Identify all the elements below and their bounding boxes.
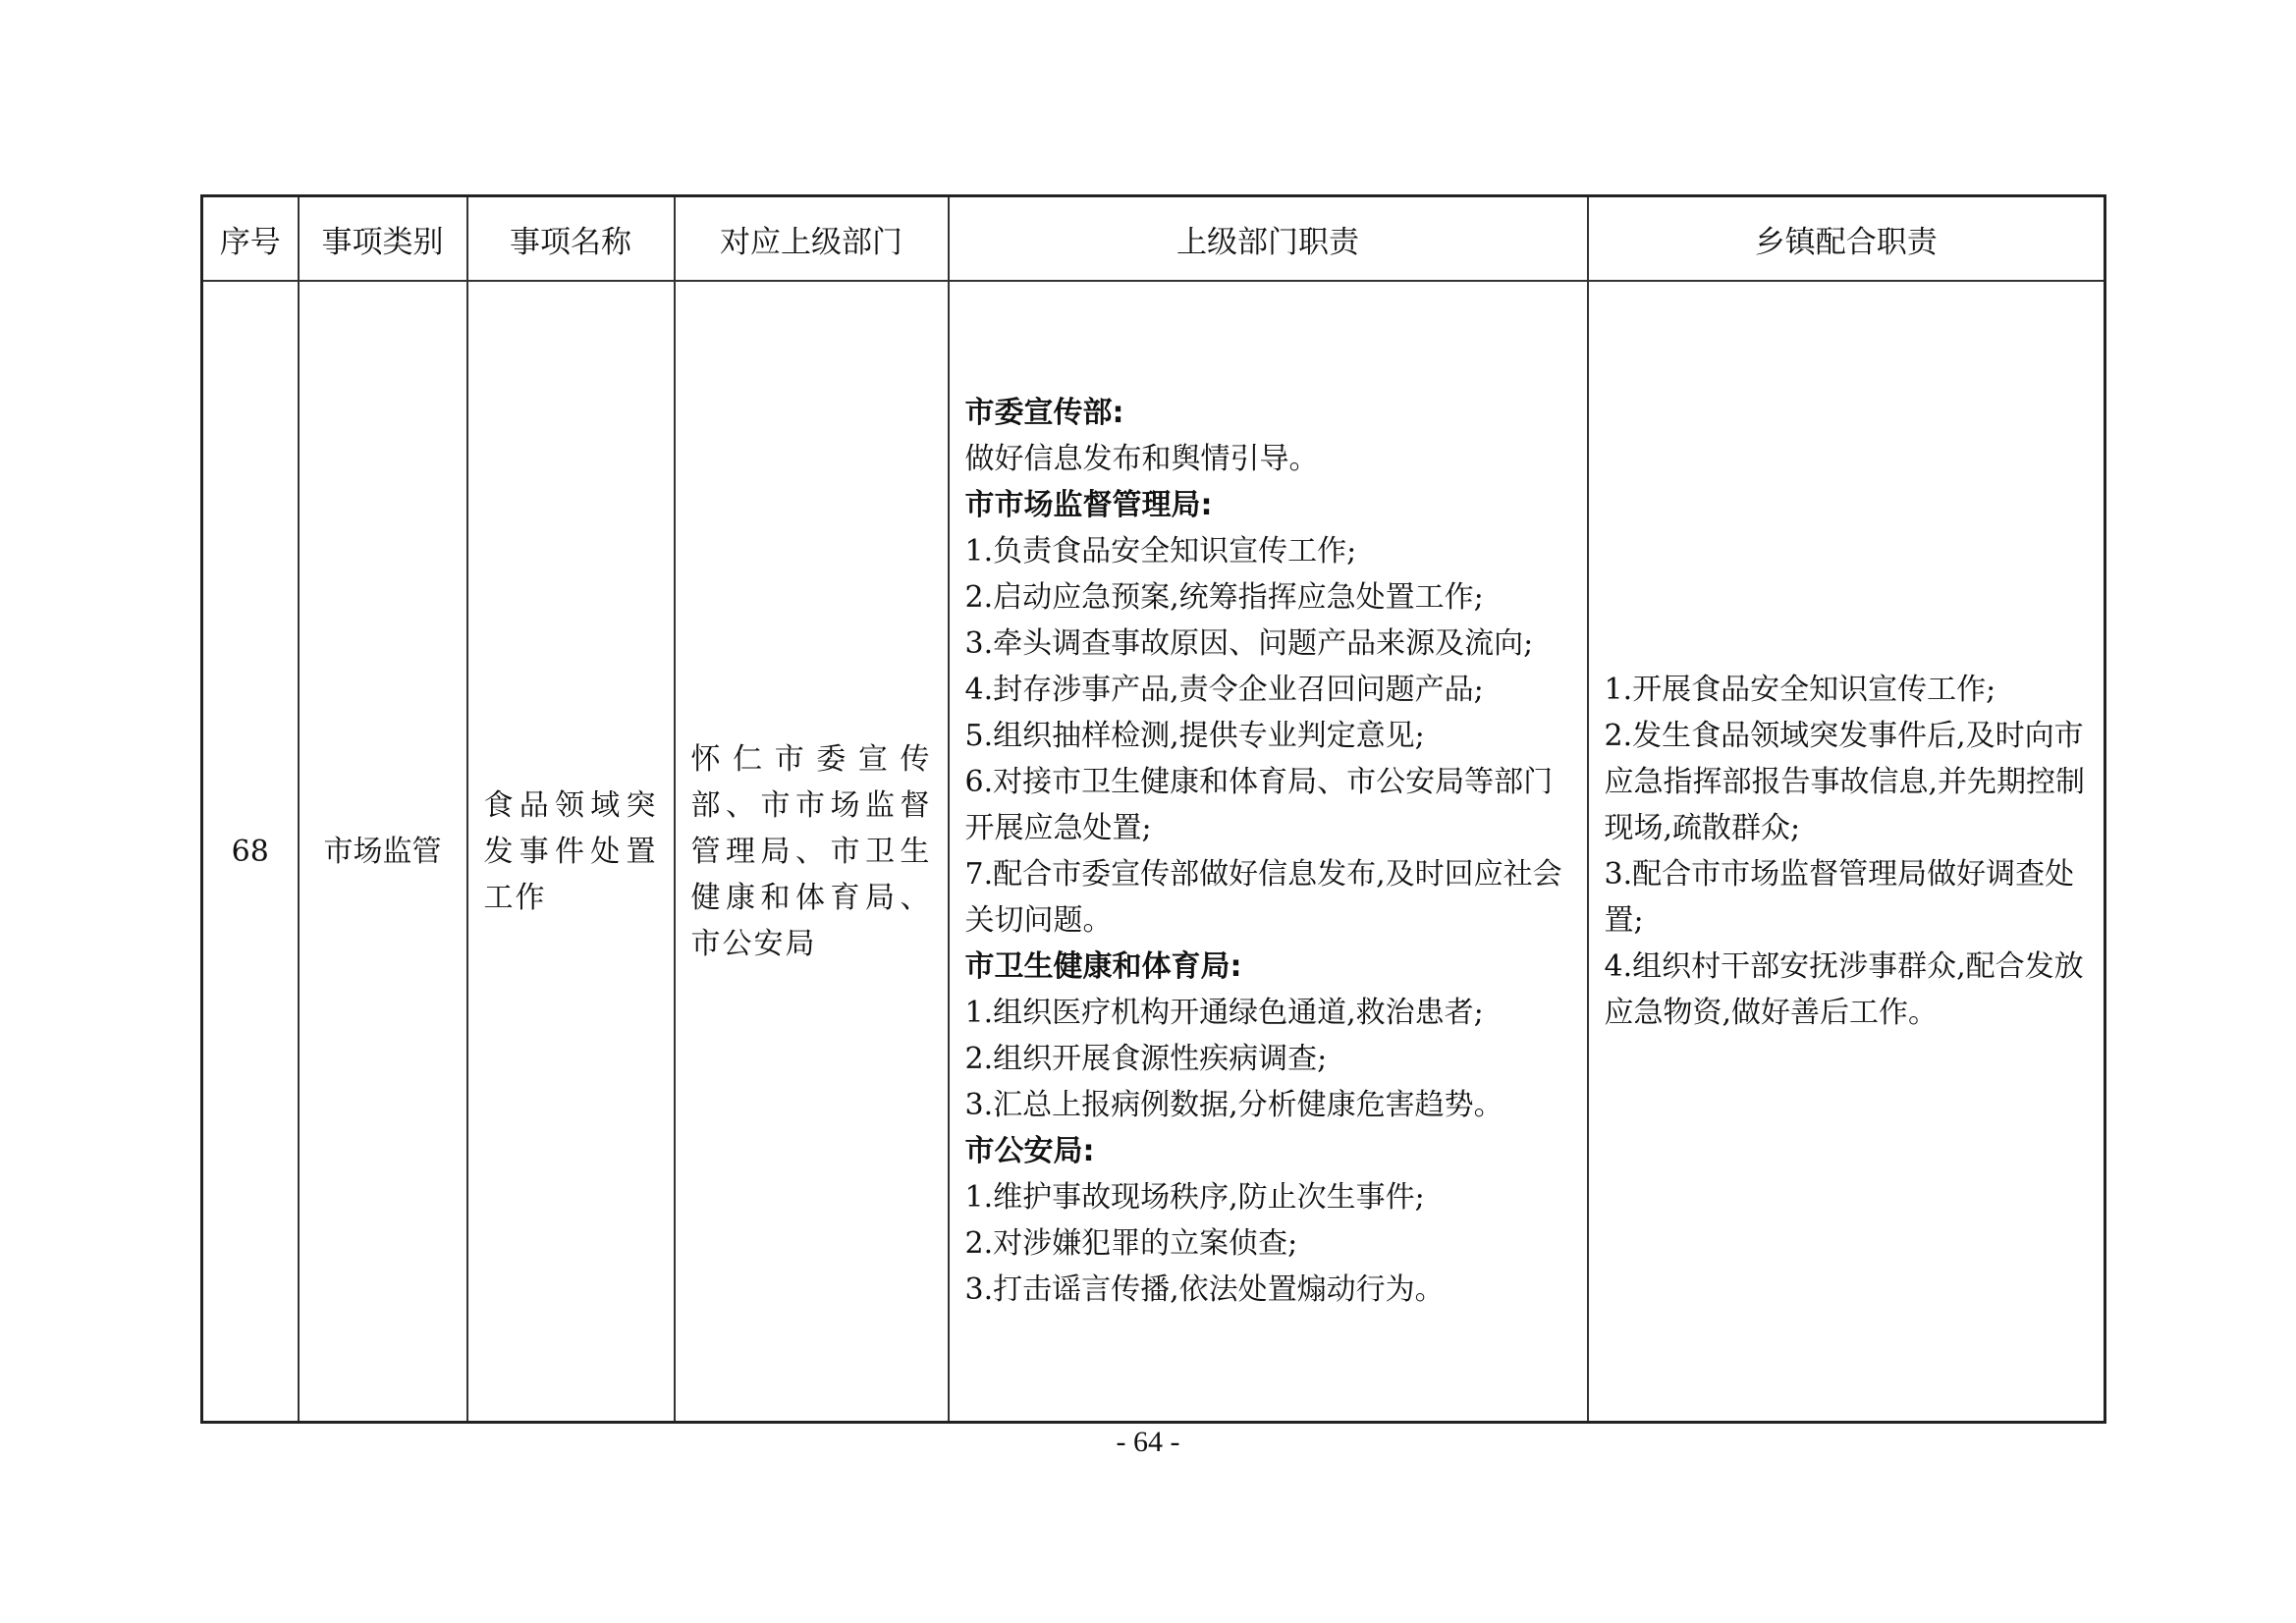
cooperation-item: 1.开展食品安全知识宣传工作;	[1604, 673, 1996, 707]
duty-item: 2.启动应急预案,统筹指挥应急处置工作;	[964, 580, 1484, 615]
duty-item: 1.负责食品安全知识宣传工作;	[964, 534, 1357, 568]
header-cooperation: 乡镇配合职责	[1588, 196, 2105, 282]
header-duties: 上级部门职责	[949, 196, 1588, 282]
header-dept: 对应上级部门	[675, 196, 949, 282]
header-name: 事项名称	[467, 196, 675, 282]
table-header-row	[202, 196, 2105, 282]
table-row	[202, 281, 2105, 1423]
dept-head: 市公安局:	[964, 1134, 1095, 1168]
dept-head: 市委宣传部:	[964, 396, 1124, 430]
cooperation-item: 3.配合市市场监督管理局做好调查处置;	[1604, 857, 2075, 938]
header-category: 事项类别	[299, 196, 467, 282]
cell-category: 市场监管	[299, 281, 467, 1423]
duty-item: 6.对接市卫生健康和体育局、市公安局等部门开展应急处置;	[964, 765, 1554, 845]
duty-item: 3.汇总上报病例数据,分析健康危害趋势。	[964, 1088, 1503, 1122]
cell-item-name: 食品领域突发事件处置工作	[467, 281, 675, 1423]
duty-item: 3.牵头调查事故原因、问题产品来源及流向;	[964, 626, 1534, 661]
header-seq: 序号	[202, 196, 299, 282]
duty-item: 5.组织抽样检测,提供专业判定意见;	[964, 719, 1425, 753]
duty-item: 1.维护事故现场秩序,防止次生事件;	[964, 1180, 1425, 1215]
page-number: - 64 -	[1116, 1426, 1180, 1458]
dept-head: 市卫生健康和体育局:	[964, 949, 1242, 984]
cooperation-item: 4.组织村干部安抚涉事群众,配合发放应急物资,做好善后工作。	[1604, 949, 2084, 1030]
dept-head: 市市场监督管理局:	[964, 488, 1213, 522]
duty-item: 7.配合市委宣传部做好信息发布,及时回应社会关切问题。	[964, 857, 1562, 938]
cell-cooperation	[1588, 281, 2105, 1423]
cell-duties	[949, 281, 1588, 1423]
duty-item: 4.封存涉事产品,责令企业召回问题产品;	[964, 673, 1484, 707]
cooperation-item: 2.发生食品领域突发事件后,及时向市应急指挥部报告事故信息,并先期控制现场,疏散群众;	[1604, 719, 2086, 845]
duty-item: 做好信息发布和舆情引导。	[964, 442, 1319, 476]
cell-seq: 68	[202, 281, 299, 1423]
duty-item: 3.打击谣言传播,依法处置煽动行为。	[964, 1272, 1445, 1307]
duty-item: 2.组织开展食源性疾病调查;	[964, 1042, 1328, 1076]
cell-dept: 怀仁市委宣传部、市市场监督管理局、市卫生健康和体育局、市公安局	[675, 281, 949, 1423]
duty-item: 2.对涉嫌犯罪的立案侦查;	[964, 1226, 1298, 1261]
responsibility-table	[200, 194, 2106, 1424]
duty-item: 1.组织医疗机构开通绿色通道,救治患者;	[964, 996, 1484, 1030]
